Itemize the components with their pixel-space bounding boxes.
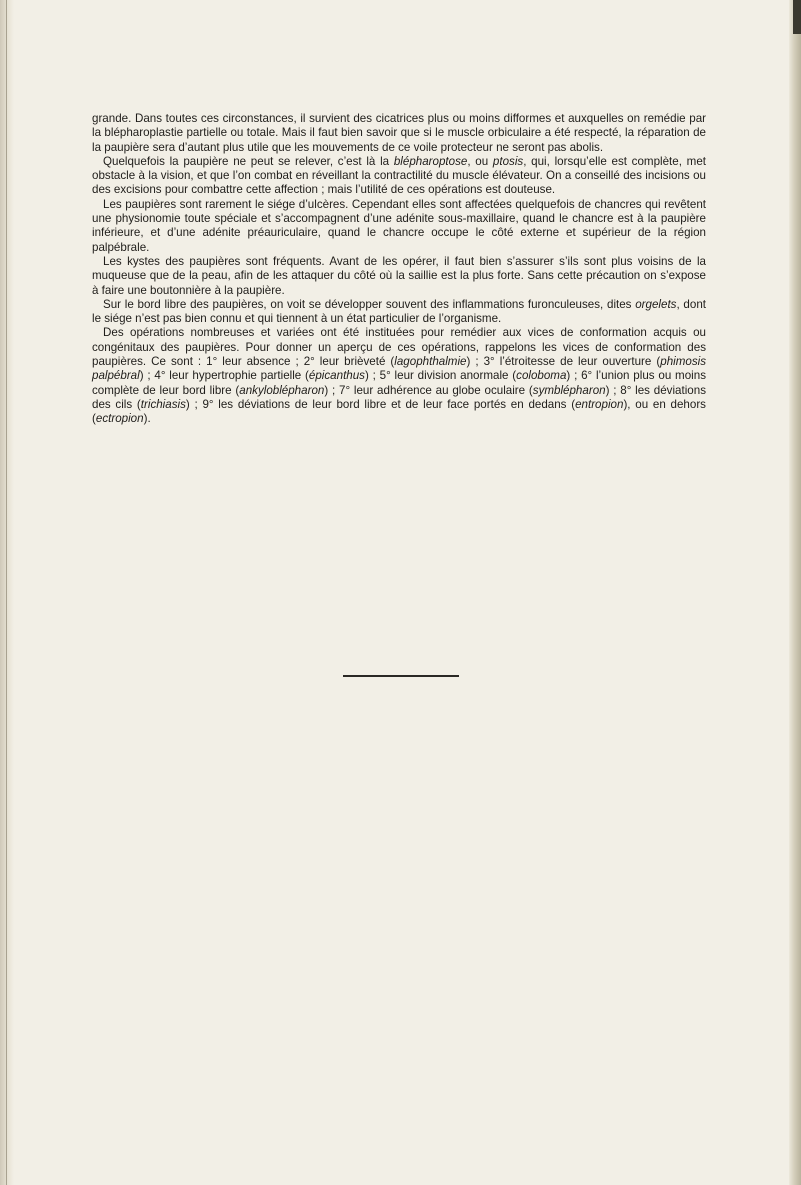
- italic-term: symblépharon: [532, 383, 606, 397]
- text-run: Quelquefois la paupière ne peut se relever, c’est là la: [103, 154, 394, 168]
- text-run: Les paupières sont rarement le siége d’ulcères. Cependant elles sont affectées quelquefois de chancres qui revêtent une physionomie toute spéciale et s’accompagnent d’une adénite sous-maxillaire, quand le chancre est à la paupière inférieure, et d’une adénite préauriculaire, quand le chancre occupe le côté externe et supérieur de la région palpébrale.: [92, 197, 706, 254]
- italic-term: entropion: [575, 397, 624, 411]
- page-binding-shadow: [0, 0, 14, 1185]
- italic-term: ectropion: [95, 412, 144, 426]
- paragraph-malformations: [92, 326, 706, 426]
- body-text: [92, 112, 706, 427]
- page-corner-mark: [793, 0, 801, 34]
- text-run: ) ; 7° leur adhérence au globe oculaire (: [324, 383, 533, 397]
- paragraph-ulcers-chancres: [92, 198, 706, 255]
- text-run: ) ; 8° les déviations des cils (: [92, 383, 706, 411]
- paragraph-orgelets: [92, 298, 706, 327]
- text-run: , qui, lorsqu’elle est complète, met obstacle à la vision, et que l’on combat en réveillant la contractilité du muscle élévateur. On a conseillé des incisions ou des excisions pour combattre cette affection ; mais l’utilité de ces opérations est douteuse.: [92, 154, 706, 197]
- text-run: , dont le siége n’est pas bien connu et qui tiennent à un état particulier de l’organisme.: [92, 297, 706, 326]
- text-run: ), ou en dehors (: [92, 397, 706, 426]
- italic-term: orgelets: [635, 297, 677, 311]
- text-run: ) ; 4° leur hypertrophie partielle (: [139, 369, 309, 383]
- text-run: Sur le bord libre des paupières, on voit se développer souvent des inflammations furonculeuses, dites: [103, 297, 636, 311]
- section-end-rule: [343, 675, 459, 677]
- text-run: ) ; 6° l’union plus ou moins complète de leur bord libre (: [92, 369, 706, 397]
- paragraph-cysts: [92, 255, 706, 298]
- italic-term: épicanthus: [308, 369, 365, 383]
- text-run: , ou: [467, 154, 493, 168]
- page-right-edge: [789, 0, 801, 1185]
- italic-term: coloboma: [516, 369, 567, 383]
- text-run: grande. Dans toutes ces circonstances, il survient des cicatrices plus ou moins difformes et auxquelles on remédie par la blépharoplastie partielle ou totale. Mais il faut bien savoir que si le muscle orbiculaire a été respecté, la réparation de la paupière sera d’autant plus utile que les mouvements de ce voile protecteur ne seront pas abolis.: [92, 112, 706, 154]
- binding-edge-line: [6, 0, 7, 1185]
- text-run: ) ; 9° les déviations de leur bord libre et de leur face portés en dedans (: [185, 397, 576, 411]
- text-run: Des opérations nombreuses et variées ont été instituées pour remédier aux vices de conformation acquis ou congénitaux des paupières. Pour donner un aperçu de ces opérations, rappelons les vices de conformation des paupières. Ce sont : 1° leur absence ; 2° leur brièveté (: [92, 326, 706, 369]
- paragraph-scars: [92, 112, 706, 155]
- italic-term: ankyloblépharon: [239, 383, 325, 397]
- italic-term: blépharoptose: [393, 154, 468, 168]
- text-run: ) ; 3° l’étroitesse de leur ouverture (: [466, 355, 661, 369]
- paragraph-blepharoptose: [92, 155, 706, 198]
- italic-term: ptosis: [492, 154, 524, 168]
- text-run: ).: [143, 412, 151, 426]
- italic-term: trichiasis: [140, 397, 186, 411]
- text-run: ) ; 5° leur division anormale (: [364, 369, 517, 383]
- italic-term: lagophthalmie: [394, 355, 467, 369]
- italic-term: phimosis palpébral: [92, 355, 706, 383]
- text-run: Les kystes des paupières sont fréquents. Avant de les opérer, il faut bien s’assurer s’ils sont plus voisins de la muqueuse que de la peau, afin de les attaquer du côté où la saillie est la plus forte. Sans cette précaution on s’expose à faire une boutonnière à la paupière.: [92, 254, 706, 297]
